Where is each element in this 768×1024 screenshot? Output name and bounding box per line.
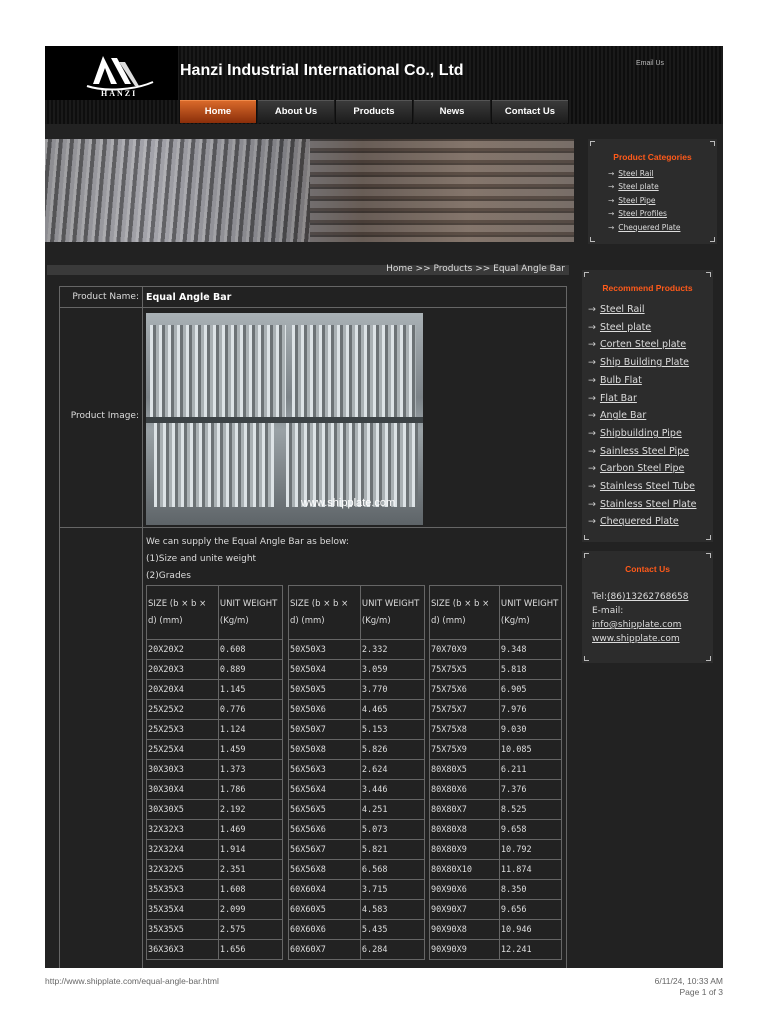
weight-cell: 1.124 xyxy=(218,720,282,740)
size-cell: 50X50X5 xyxy=(289,680,361,700)
table-row xyxy=(147,820,283,840)
table-row xyxy=(289,840,425,860)
size-header: SIZE (b × b × d) (mm) xyxy=(430,586,500,640)
product-detail-table xyxy=(59,286,567,968)
recommend-list xyxy=(588,301,696,531)
arrow-right-icon: → xyxy=(588,427,596,439)
size-cell: 75X75X8 xyxy=(430,720,500,740)
weight-cell: 2.624 xyxy=(360,760,424,780)
size-cell: 90X90X6 xyxy=(430,880,500,900)
weight-cell: 3.715 xyxy=(360,880,424,900)
product-name-label: Product Name: xyxy=(72,292,139,302)
size-weight-table-3 xyxy=(429,585,562,960)
nav-contact-us[interactable]: Contact Us xyxy=(492,100,568,123)
weight-cell: 0.776 xyxy=(218,700,282,720)
weight-cell: 0.608 xyxy=(218,640,282,660)
size-cell: 56X56X5 xyxy=(289,800,361,820)
category-item-chequered-plate[interactable]: → Chequered Plate xyxy=(608,222,681,232)
size-cell: 56X56X7 xyxy=(289,840,361,860)
arrow-right-icon: → xyxy=(588,516,596,528)
contact-tel xyxy=(592,590,689,604)
size-cell: 32X32X3 xyxy=(147,820,219,840)
table-row xyxy=(147,660,283,680)
print-page-number: Page 1 of 3 xyxy=(679,987,723,997)
arrow-right-icon: → xyxy=(608,182,615,192)
weight-cell: 1.608 xyxy=(218,880,282,900)
recommend-item[interactable]: → Sainless Steel Pipe xyxy=(588,445,690,457)
size-cell: 80X80X6 xyxy=(430,780,500,800)
table-row xyxy=(430,700,562,720)
nav-about-us[interactable]: About Us xyxy=(258,100,334,123)
recommend-item[interactable]: → Flat Bar xyxy=(588,392,637,404)
contact-box xyxy=(582,551,713,663)
size-header: SIZE (b × b × d) (mm) xyxy=(289,586,361,640)
size-cell: 80X80X8 xyxy=(430,820,500,840)
product-image-row xyxy=(60,308,566,528)
size-cell: 30X30X5 xyxy=(147,800,219,820)
product-categories-title: Product Categories xyxy=(613,152,692,162)
weight-cell: 3.446 xyxy=(360,780,424,800)
size-cell: 75X75X6 xyxy=(430,680,500,700)
weight-cell: 0.889 xyxy=(218,660,282,680)
weight-cell: 2.351 xyxy=(218,860,282,880)
table-row xyxy=(430,760,562,780)
weight-cell: 1.145 xyxy=(218,680,282,700)
table-row xyxy=(289,760,425,780)
nav-home[interactable]: Home xyxy=(180,100,256,123)
weight-cell: 5.073 xyxy=(360,820,424,840)
recommend-products-title: Recommend Products xyxy=(602,283,693,293)
table-row xyxy=(289,940,425,960)
recommend-item[interactable]: → Stainless Steel Plate xyxy=(588,498,697,510)
weight-cell: 6.211 xyxy=(499,760,561,780)
table-row xyxy=(430,780,562,800)
product-name-row xyxy=(60,287,566,308)
table-row xyxy=(147,860,283,880)
weight-cell: 4.583 xyxy=(360,900,424,920)
product-image-label: Product Image: xyxy=(70,411,139,421)
weight-cell: 2.332 xyxy=(360,640,424,660)
size-cell: 50X50X7 xyxy=(289,720,361,740)
table-row xyxy=(430,660,562,680)
arrow-right-icon: → xyxy=(588,321,596,333)
company-logo[interactable] xyxy=(45,46,178,100)
table-row xyxy=(289,660,425,680)
size-cell: 56X56X4 xyxy=(289,780,361,800)
weight-cell: 6.284 xyxy=(360,940,424,960)
weight-cell: 10.946 xyxy=(499,920,561,940)
size-cell: 32X32X5 xyxy=(147,860,219,880)
weight-cell: 7.976 xyxy=(499,700,561,720)
website-link[interactable]: www.shipplate.com xyxy=(592,634,680,644)
nav-products[interactable]: Products xyxy=(336,100,412,123)
print-footer-url: http://www.shipplate.com/equal-angle-bar.html xyxy=(45,976,219,986)
arrow-right-icon: → xyxy=(588,410,596,422)
recommend-item[interactable]: → Stainless Steel Tube xyxy=(588,481,695,493)
size-cell: 56X56X3 xyxy=(289,760,361,780)
size-cell: 20X20X2 xyxy=(147,640,219,660)
size-cell: 60X60X7 xyxy=(289,940,361,960)
size-cell: 75X75X9 xyxy=(430,740,500,760)
weight-cell: 5.435 xyxy=(360,920,424,940)
unit-weight-header: UNIT WEIGHT (Kg/m) xyxy=(499,586,561,640)
size-cell: 80X80X7 xyxy=(430,800,500,820)
weight-cell: 9.656 xyxy=(499,900,561,920)
table-row xyxy=(430,740,562,760)
weight-cell: 4.465 xyxy=(360,700,424,720)
table-row xyxy=(430,900,562,920)
category-item-steel-plate[interactable]: → Steel plate xyxy=(608,182,659,192)
recommend-item[interactable]: → Carbon Steel Pipe xyxy=(588,463,685,475)
table-row xyxy=(430,940,562,960)
product-image xyxy=(146,313,423,525)
size-cell: 25X25X3 xyxy=(147,720,219,740)
table-row xyxy=(147,920,283,940)
weight-cell: 3.059 xyxy=(360,660,424,680)
email-us-link[interactable]: Email Us xyxy=(636,60,665,67)
table-row xyxy=(147,720,283,740)
table-row xyxy=(289,780,425,800)
table-row xyxy=(147,640,283,660)
size-weight-table-2 xyxy=(288,585,425,960)
image-watermark: www.shipplate.com xyxy=(301,497,396,509)
site-title: Hanzi Industrial International Co., Ltd xyxy=(180,62,464,79)
tel-label: Tel: xyxy=(592,592,608,602)
category-item-steel-rail[interactable]: → Steel Rail xyxy=(608,169,654,178)
unit-weight-header: UNIT WEIGHT (Kg/m) xyxy=(360,586,424,640)
size-cell: 35X35X5 xyxy=(147,920,219,940)
arrow-right-icon: → xyxy=(608,222,615,232)
size-cell: 20X20X3 xyxy=(147,660,219,680)
weight-cell: 5.153 xyxy=(360,720,424,740)
size-cell: 35X35X4 xyxy=(147,900,219,920)
weight-cell: 9.348 xyxy=(499,640,561,660)
product-categories-box xyxy=(588,139,717,244)
arrow-right-icon: → xyxy=(588,445,596,457)
site-header xyxy=(45,46,723,124)
size-cell: 50X50X8 xyxy=(289,740,361,760)
size-cell: 35X35X3 xyxy=(147,880,219,900)
table-row xyxy=(147,940,283,960)
print-date: 6/11/24, 10:33 AM xyxy=(654,976,723,986)
table-row xyxy=(289,820,425,840)
size-weight-table-1 xyxy=(146,585,283,960)
size-cell: 30X30X4 xyxy=(147,780,219,800)
arrow-right-icon: → xyxy=(588,339,596,351)
weight-cell: 10.792 xyxy=(499,840,561,860)
category-list xyxy=(608,167,680,234)
size-cell: 25X25X4 xyxy=(147,740,219,760)
table-row xyxy=(430,920,562,940)
weight-cell: 1.786 xyxy=(218,780,282,800)
product-image-label-cell xyxy=(60,308,143,527)
weight-cell: 9.030 xyxy=(499,720,561,740)
arrow-right-icon: → xyxy=(588,498,596,510)
size-cell: 90X90X8 xyxy=(430,920,500,940)
table-header-row xyxy=(289,586,425,640)
contact-details xyxy=(592,590,689,646)
product-name-label-cell xyxy=(60,287,143,307)
unit-weight-header: UNIT WEIGHT (Kg/m) xyxy=(218,586,282,640)
recommend-item[interactable]: → Steel Rail xyxy=(588,304,645,315)
arrow-right-icon: → xyxy=(608,195,615,205)
table-row xyxy=(430,720,562,740)
weight-cell: 10.085 xyxy=(499,740,561,760)
recommend-products-box xyxy=(582,270,713,542)
table-row xyxy=(147,880,283,900)
size-cell: 90X90X7 xyxy=(430,900,500,920)
size-cell: 80X80X9 xyxy=(430,840,500,860)
table-row xyxy=(147,840,283,860)
table-row xyxy=(289,920,425,940)
arrow-right-icon: → xyxy=(588,374,596,386)
table-row xyxy=(289,800,425,820)
nav-news[interactable]: News xyxy=(414,100,490,123)
table-row xyxy=(289,880,425,900)
arrow-right-icon: → xyxy=(588,481,596,493)
banner-steel-plates xyxy=(310,139,574,242)
size-header: SIZE (b × b × d) (mm) xyxy=(147,586,219,640)
email-link[interactable]: info@shipplate.com xyxy=(592,620,682,630)
recommend-item[interactable]: → Angle Bar xyxy=(588,410,647,422)
table-row xyxy=(430,880,562,900)
specification-row xyxy=(60,528,566,968)
arrow-right-icon: → xyxy=(588,304,596,315)
size-cell: 50X50X3 xyxy=(289,640,361,660)
size-cell: 70X70X9 xyxy=(430,640,500,660)
web-page xyxy=(45,46,723,968)
size-cell: 75X75X5 xyxy=(430,660,500,680)
recommend-item[interactable]: → Corten Steel plate xyxy=(588,339,687,351)
size-cell: 50X50X4 xyxy=(289,660,361,680)
size-cell: 30X30X3 xyxy=(147,760,219,780)
table-row xyxy=(430,820,562,840)
arrow-right-icon: → xyxy=(588,463,596,475)
tel-link[interactable]: (86)13262768658 xyxy=(607,592,689,602)
weight-cell: 3.770 xyxy=(360,680,424,700)
table-row xyxy=(289,720,425,740)
breadcrumb[interactable]: Home >> Products >> Equal Angle Bar xyxy=(386,264,565,274)
weight-cell: 9.658 xyxy=(499,820,561,840)
logo-text: HANZI xyxy=(101,89,138,98)
weight-cell: 7.376 xyxy=(499,780,561,800)
size-cell: 36X36X3 xyxy=(147,940,219,960)
table-row xyxy=(430,680,562,700)
weight-cell: 2.099 xyxy=(218,900,282,920)
weight-cell: 11.874 xyxy=(499,860,561,880)
arrow-right-icon: → xyxy=(608,169,615,178)
size-cell: 60X60X5 xyxy=(289,900,361,920)
size-cell: 80X80X5 xyxy=(430,760,500,780)
weight-cell: 12.241 xyxy=(499,940,561,960)
size-cell: 32X32X4 xyxy=(147,840,219,860)
table-row xyxy=(430,840,562,860)
weight-cell: 8.525 xyxy=(499,800,561,820)
size-cell: 56X56X8 xyxy=(289,860,361,880)
contact-title: Contact Us xyxy=(625,564,670,574)
table-row xyxy=(147,760,283,780)
weight-cell: 1.914 xyxy=(218,840,282,860)
arrow-right-icon: → xyxy=(608,209,615,219)
banner-image xyxy=(45,139,574,242)
recommend-item[interactable]: → Bulb Flat xyxy=(588,374,642,386)
size-cell: 20X20X4 xyxy=(147,680,219,700)
arrow-right-icon: → xyxy=(588,392,596,404)
size-cell: 60X60X6 xyxy=(289,920,361,940)
table-row xyxy=(147,740,283,760)
table-row xyxy=(147,700,283,720)
print-footer-date xyxy=(655,976,723,998)
weight-cell: 1.459 xyxy=(218,740,282,760)
weight-cell: 8.350 xyxy=(499,880,561,900)
table-row xyxy=(430,640,562,660)
size-cell: 75X75X7 xyxy=(430,700,500,720)
product-name: Equal Angle Bar xyxy=(146,292,232,303)
size-cell: 25X25X2 xyxy=(147,700,219,720)
table-row xyxy=(147,780,283,800)
weight-cell: 5.826 xyxy=(360,740,424,760)
weight-cell: 1.373 xyxy=(218,760,282,780)
recommend-item[interactable]: → Ship Building Plate xyxy=(588,357,690,369)
category-item-steel-pipe[interactable]: → Steel Pipe xyxy=(608,195,656,205)
weight-cell: 4.251 xyxy=(360,800,424,820)
table-row xyxy=(147,900,283,920)
main-nav xyxy=(180,100,568,122)
recommend-item[interactable]: → Steel plate xyxy=(588,321,652,333)
size-cell: 90X90X9 xyxy=(430,940,500,960)
table-header-row xyxy=(147,586,283,640)
table-row xyxy=(289,640,425,660)
spec-intro xyxy=(146,534,349,585)
table-row xyxy=(147,800,283,820)
weight-cell: 2.192 xyxy=(218,800,282,820)
arrow-right-icon: → xyxy=(588,357,596,369)
table-row xyxy=(289,680,425,700)
weight-cell: 6.568 xyxy=(360,860,424,880)
weight-cell: 6.905 xyxy=(499,680,561,700)
table-row xyxy=(289,700,425,720)
table-row xyxy=(289,900,425,920)
table-row xyxy=(289,860,425,880)
size-cell: 60X60X4 xyxy=(289,880,361,900)
spec-intro-line: (2)Grades xyxy=(146,571,191,581)
spec-intro-line: We can supply the Equal Angle Bar as below: xyxy=(146,537,349,547)
weight-cell: 5.818 xyxy=(499,660,561,680)
breadcrumb-bar xyxy=(47,265,569,275)
table-row xyxy=(289,740,425,760)
weight-cell: 5.821 xyxy=(360,840,424,860)
banner-angle-bars xyxy=(45,139,310,242)
recommend-item[interactable]: → Chequered Plate xyxy=(588,516,679,528)
email-label: E-mail: xyxy=(592,606,624,616)
weight-cell: 2.575 xyxy=(218,920,282,940)
weight-cell: 1.469 xyxy=(218,820,282,840)
spec-intro-line: (1)Size and unite weight xyxy=(146,554,257,564)
table-row xyxy=(430,860,562,880)
weight-cell: 1.656 xyxy=(218,940,282,960)
recommend-item[interactable]: → Shipbuilding Pipe xyxy=(588,427,682,439)
size-cell: 80X80X10 xyxy=(430,860,500,880)
table-row xyxy=(147,680,283,700)
table-header-row xyxy=(430,586,562,640)
category-item-steel-profiles[interactable]: → Steel Profiles xyxy=(608,209,667,219)
table-row xyxy=(430,800,562,820)
size-cell: 56X56X6 xyxy=(289,820,361,840)
size-cell: 50X50X6 xyxy=(289,700,361,720)
